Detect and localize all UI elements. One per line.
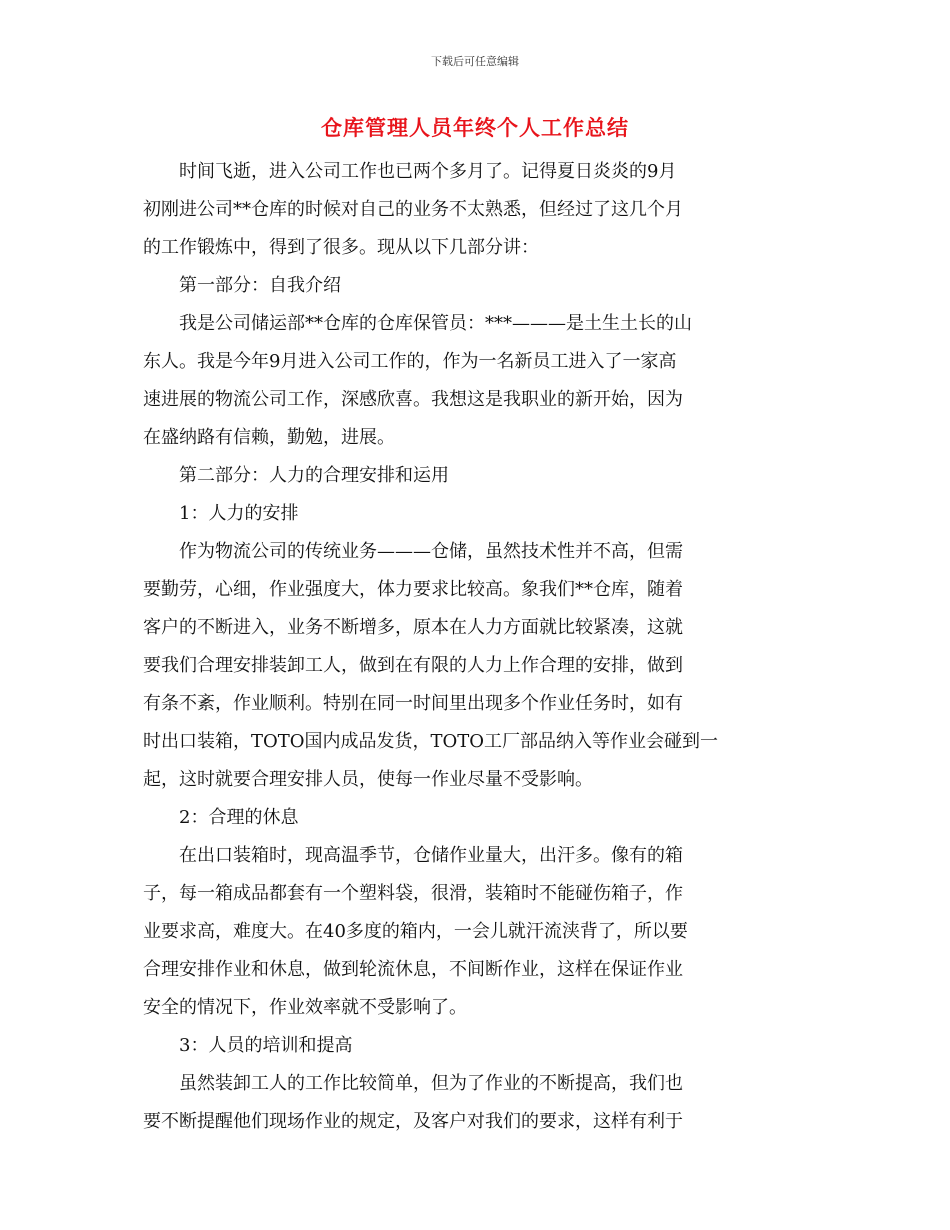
body-line: 东人。我是今年9月进入公司工作的，作为一名新员工进入了一家高 <box>143 351 677 372</box>
body-line: 2：合理的休息 <box>179 807 299 828</box>
body-line: 有条不紊，作业顺利。特别在同一时间里出现多个作业任务时，如有 <box>143 693 683 714</box>
body-line: 1：人力的安排 <box>179 503 299 524</box>
body-line: 在出口装箱时，现高温季节，仓储作业量大，出汗多。像有的箱 <box>179 845 683 866</box>
body-line: 第二部分：人力的合理安排和运用 <box>179 465 449 486</box>
body-line: 速进展的物流公司工作，深感欣喜。我想这是我职业的新开始，因为 <box>143 389 683 410</box>
document-title: 仓库管理人员年终个人工作总结 <box>321 116 629 140</box>
body-line: 子，每一箱成品都套有一个塑料袋，很滑，装箱时不能碰伤箱子，作 <box>143 883 683 904</box>
body-line: 的工作锻炼中，得到了很多。现从以下几部分讲： <box>143 237 539 258</box>
body-line: 虽然装卸工人的工作比较简单，但为了作业的不断提高，我们也 <box>179 1073 683 1094</box>
body-line: 我是公司储运部**仓库的仓库保管员：***———是土生土长的山 <box>179 313 692 334</box>
body-line: 时间飞逝，进入公司工作也已两个多月了。记得夏日炎炎的9月 <box>179 161 677 182</box>
body-line: 时出口装箱，TOTO国内成品发货，TOTO工厂部品纳入等作业会碰到一 <box>143 731 719 752</box>
header-note: 下载后可任意编辑 <box>431 55 519 68</box>
body-line: 作为物流公司的传统业务———仓储，虽然技术性并不高，但需 <box>179 541 683 562</box>
body-line: 安全的情况下，作业效率就不受影响了。 <box>143 997 467 1018</box>
body-line: 要勤劳，心细，作业强度大，体力要求比较高。象我们**仓库，随着 <box>143 579 683 600</box>
body-line: 合理安排作业和休息，做到轮流休息，不间断作业，这样在保证作业 <box>143 959 683 980</box>
body-line: 要我们合理安排装卸工人，做到在有限的人力上作合理的安排，做到 <box>143 655 683 676</box>
body-line: 客户的不断进入，业务不断增多，原本在人力方面就比较紧凑，这就 <box>143 617 683 638</box>
body-line: 3：人员的培训和提高 <box>179 1035 353 1056</box>
body-line: 要不断提醒他们现场作业的规定，及客户对我们的要求，这样有利于 <box>143 1111 683 1132</box>
body-line: 在盛纳路有信赖，勤勉，进展。 <box>143 427 395 448</box>
document-body <box>143 153 807 1141</box>
body-line: 第一部分：自我介绍 <box>179 275 341 296</box>
body-line: 起，这时就要合理安排人员，使每一作业尽量不受影响。 <box>143 769 593 790</box>
body-line: 业要求高，难度大。在40多度的箱内，一会儿就汗流浃背了，所以要 <box>143 921 688 942</box>
body-line: 初刚进公司**仓库的时候对自己的业务不太熟悉，但经过了这几个月 <box>143 199 683 220</box>
